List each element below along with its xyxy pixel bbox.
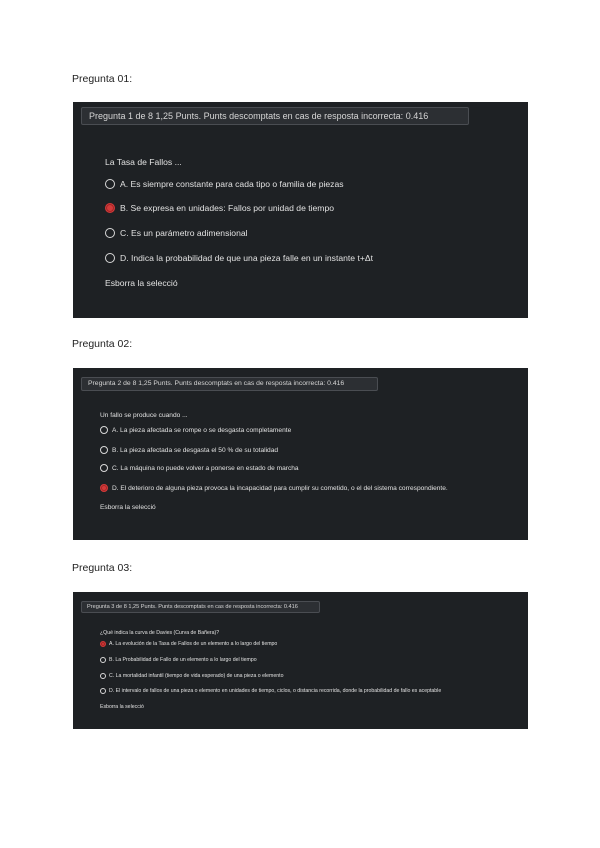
- radio-selected-icon[interactable]: [100, 641, 106, 647]
- option-label: C. La mortalidad infantil (tiempo de vida esperado) de una pieza o elemento: [109, 673, 284, 679]
- radio-selected-icon[interactable]: [105, 203, 115, 213]
- option-label: D. El intervalo de fallos de una pieza o elemento en unidades de tiempo, ciclos, o distancia recorrida, donde la probabilidad de fallo es aceptable: [109, 688, 442, 694]
- option-label: B. Se expresa en unidades: Fallos por unidad de tiempo: [120, 203, 335, 213]
- question-panel-1: [73, 102, 528, 318]
- radio-icon[interactable]: [100, 657, 106, 663]
- option-b[interactable]: [100, 446, 278, 454]
- question-text: La Tasa de Fallos ...: [105, 157, 182, 167]
- option-c[interactable]: [105, 228, 248, 238]
- option-c[interactable]: [100, 464, 299, 472]
- option-d[interactable]: [100, 688, 441, 694]
- option-label: A. La pieza afectada se rompe o se desgasta completamente: [112, 426, 292, 434]
- option-label: A. La evolución de la Tasa de Fallos de un elemento a lo largo del tiempo: [109, 641, 278, 647]
- option-a[interactable]: [100, 641, 277, 647]
- radio-icon[interactable]: [105, 228, 115, 238]
- question-heading-1: Pregunta 01:: [72, 73, 133, 85]
- option-label: D. El deterioro de alguna pieza provoca la incapacidad para cumplir su cometido, o el del sistema correspondiente.: [112, 484, 448, 492]
- question-panel-3: [73, 592, 528, 729]
- clear-selection-link[interactable]: Esborra la selecció: [105, 278, 178, 288]
- question-header: Pregunta 1 de 8 1,25 Punts. Punts descomptats en cas de resposta incorrecta: 0.416: [81, 107, 469, 125]
- question-heading-3: Pregunta 03:: [72, 562, 133, 574]
- radio-icon[interactable]: [100, 673, 106, 679]
- radio-icon[interactable]: [100, 426, 108, 434]
- option-a[interactable]: [100, 426, 291, 434]
- radio-icon[interactable]: [100, 464, 108, 472]
- option-label: B. La Probabilidad de Fallo de un elemento a lo largo del tiempo: [109, 657, 257, 663]
- option-b[interactable]: [100, 657, 257, 663]
- question-header: Pregunta 3 de 8 1,25 Punts. Punts descomptats en cas de resposta incorrecta: 0.416: [81, 601, 320, 613]
- option-d[interactable]: [105, 253, 373, 263]
- question-text: Un fallo se produce cuando ...: [100, 412, 188, 419]
- option-label: A. Es siempre constante para cada tipo o familia de piezas: [120, 179, 344, 189]
- option-a[interactable]: [105, 179, 344, 189]
- question-panel-2: [73, 368, 528, 540]
- option-label: C. La máquina no puede volver a ponerse en estado de marcha: [112, 464, 299, 472]
- radio-icon[interactable]: [100, 446, 108, 454]
- option-d[interactable]: [100, 484, 448, 492]
- question-text: ¿Qué indica la curva de Davies (Curva de Bañera)?: [100, 630, 220, 636]
- clear-selection-link[interactable]: Esborra la selecció: [100, 704, 144, 710]
- radio-icon[interactable]: [105, 179, 115, 189]
- option-label: D. Indica la probabilidad de que una pieza falle en un instante t+Δt: [120, 253, 373, 263]
- option-label: B. La pieza afectada se desgasta el 50 % de su totalidad: [112, 446, 279, 454]
- clear-selection-link[interactable]: Esborra la selecció: [100, 504, 156, 511]
- option-c[interactable]: [100, 673, 283, 679]
- option-label: C. Es un parámetro adimensional: [120, 228, 248, 238]
- question-header: Pregunta 2 de 8 1,25 Punts. Punts descomptats en cas de resposta incorrecta: 0.416: [81, 377, 378, 391]
- radio-selected-icon[interactable]: [100, 484, 108, 492]
- question-heading-2: Pregunta 02:: [72, 338, 133, 350]
- option-b[interactable]: [105, 203, 334, 213]
- radio-icon[interactable]: [100, 688, 106, 694]
- radio-icon[interactable]: [105, 253, 115, 263]
